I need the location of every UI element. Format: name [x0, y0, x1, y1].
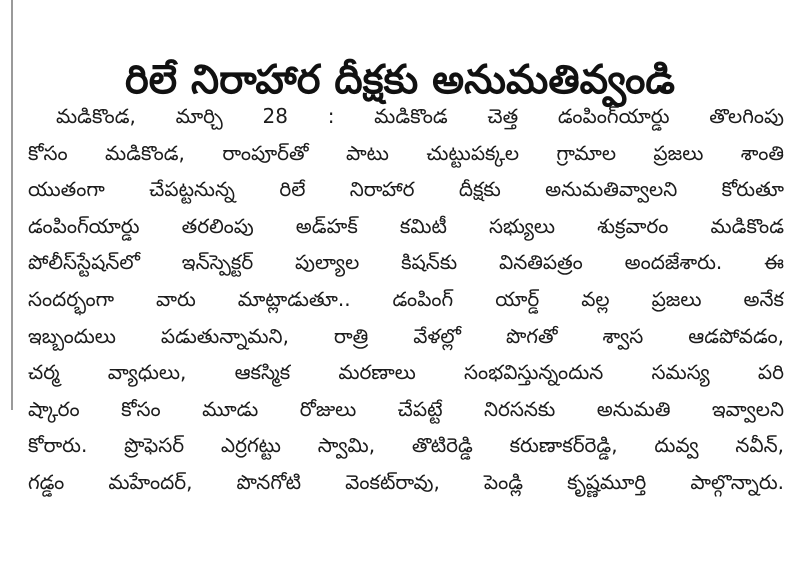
article-line: చర్మ వ్యాధులు, ఆకస్మిక మరణాలు సంభవిస్తున్నందున సమస్య పరి [28, 360, 784, 385]
article-line: కోరారు. ప్రొఫెసర్ ఎర్రగట్టు స్వామి, తొటిరెడ్డి కరుణాకర్‌రెడ్డి, దువ్వ నవీన్, [28, 433, 784, 458]
article-line: ష్కారం కోసం మూడు రోజులు చేపట్టే నిరసనకు అనుమతి ఇవ్వాలని [28, 396, 784, 421]
article-line: సందర్భంగా వారు మాట్లాడుతూ.. డంపింగ్ యార్డ్ వల్ల ప్రజలు అనేక [28, 286, 784, 311]
article-line: కోసం మడికొండ, రాంపూర్‌తో పాటు చుట్టుపక్కల గ్రామాల ప్రజలు శాంతి [28, 140, 784, 165]
clipped-previous-text [40, 0, 460, 8]
article-line: గడ్డం మహేందర్, పొనగోటి వెంకట్‌రావు, పెండ్లి కృష్ణమూర్తి పాల్గొన్నారు. [28, 469, 784, 494]
article-line: ఇబ్బందులు పడుతున్నామని, రాత్రి వేళల్లో పొగతో శ్వాస ఆడపోవడం, [28, 323, 784, 348]
article-line: డంపింగ్‌యార్డు తరలింపు అడ్‌హక్ కమిటీ సభ్యులు శుక్రవారం మడికొండ [28, 213, 784, 238]
article-line: మడికొండ, మార్చి 28 : మడికొండ చెత్త డంపింగ్‌యార్డు తొలగింపు [56, 104, 784, 128]
article-body [28, 98, 784, 501]
article-headline: రిలే నిరాహార దీక్షకు అనుమతివ్వండి [125, 56, 675, 103]
article-line: పోలీస్‌స్టేషన్‌లో ఇన్‌స్పెక్టర్ పుల్యాల కిషన్‌కు వినతిపత్రం అందజేశారు. ఈ [28, 250, 784, 275]
article-line: యుతంగా చేపట్టనున్న రిలే నిరాహార దీక్షకు అనుమతివ్వాలని కోరుతూ [28, 177, 784, 202]
